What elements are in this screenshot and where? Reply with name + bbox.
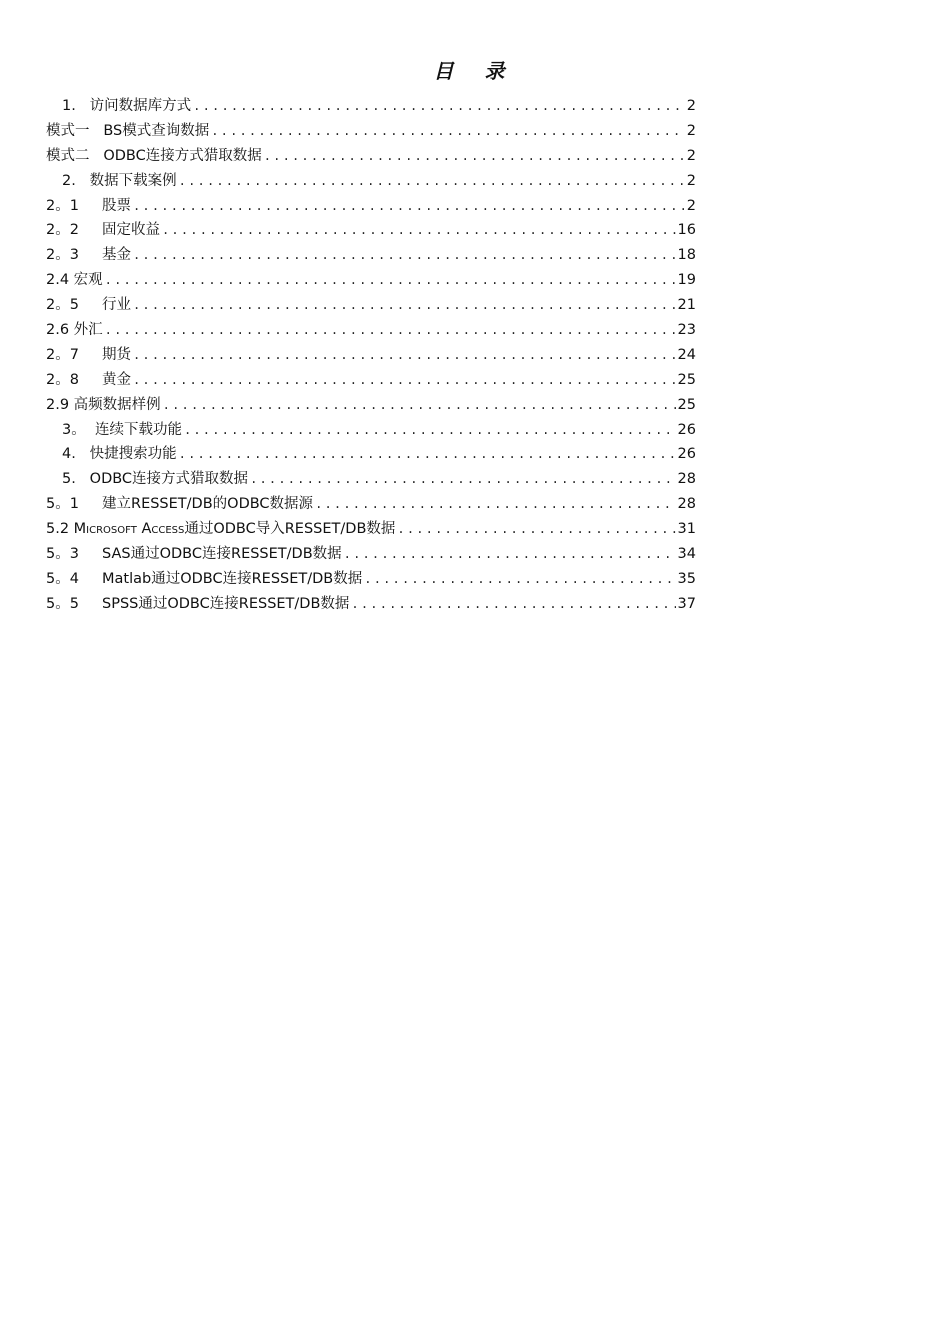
toc-entry[interactable] [46, 293, 696, 318]
toc-dot-leader [344, 542, 676, 567]
toc-entry-page-number: 2 [686, 122, 696, 139]
toc-entry-page-number: 24 [677, 346, 696, 363]
toc-entry[interactable] [46, 343, 696, 368]
toc-entry[interactable] [46, 144, 696, 169]
toc-entry[interactable] [46, 517, 696, 542]
toc-entry-page-number: 28 [677, 471, 696, 488]
toc-entry-label: 3。 连续下载功能 [62, 421, 182, 438]
toc-entry[interactable] [46, 467, 696, 492]
toc-entry[interactable] [46, 542, 696, 567]
toc-entry-label: 1. 访问数据库方式 [62, 98, 192, 114]
toc-entry-label: 2. 数据下载案例 [62, 172, 177, 189]
toc-dot-leader [211, 119, 685, 144]
toc-entry[interactable] [46, 94, 696, 119]
toc-entry-label: 2。8 黄金 [46, 371, 131, 388]
toc-dot-leader [133, 194, 685, 219]
toc-entry-page-number: 2 [686, 172, 696, 189]
toc-entry[interactable] [46, 243, 696, 268]
toc-entry-label: 5.2 Microsoft Access通过ODBC导入RESSET/DB数据 [46, 521, 396, 538]
toc-entry-page-number: 35 [677, 570, 696, 587]
toc-dot-leader [162, 218, 676, 243]
toc-entry-page-number: 25 [677, 396, 696, 413]
toc-dot-leader [105, 318, 676, 343]
toc-dot-leader [351, 592, 675, 617]
toc-entry-label: 2。1 股票 [46, 197, 131, 214]
toc-dot-leader [105, 268, 676, 293]
toc-entry[interactable] [46, 393, 696, 418]
toc-dot-leader [179, 442, 676, 467]
toc-entry-label: 5。1 建立RESSET/DB的ODBC数据源 [46, 496, 314, 513]
toc-entry-page-number: 23 [677, 322, 696, 339]
toc-entry-label: 2。5 行业 [46, 297, 131, 314]
toc-entry-label: 2。7 期货 [46, 346, 131, 363]
table-of-contents [46, 94, 696, 617]
toc-entry-label: 2.6 外汇 [46, 322, 103, 339]
toc-entry-page-number: 16 [677, 222, 696, 239]
toc-entry-page-number: 28 [677, 496, 696, 513]
toc-entry[interactable] [46, 318, 696, 343]
toc-dot-leader [397, 517, 675, 542]
toc-entry-page-number: 19 [677, 272, 696, 289]
toc-entry-page-number: 2 [686, 98, 696, 114]
toc-entry[interactable] [46, 268, 696, 293]
toc-dot-leader [364, 567, 675, 592]
toc-entry[interactable] [46, 368, 696, 393]
page-title: 目 录 [433, 59, 517, 83]
toc-entry-page-number: 18 [677, 247, 696, 264]
toc-entry[interactable] [46, 194, 696, 219]
toc-dot-leader [315, 492, 675, 517]
toc-dot-leader [133, 293, 676, 318]
toc-dot-leader [264, 144, 685, 169]
toc-entry[interactable] [46, 442, 696, 467]
toc-entry-label: 5。5 SPSS通过ODBC连接RESSET/DB数据 [46, 595, 350, 612]
toc-dot-leader [133, 343, 676, 368]
toc-entry-label: 5。3 SAS通过ODBC连接RESSET/DB数据 [46, 546, 342, 563]
toc-entry-label: 模式二 ODBC连接方式猎取数据 [46, 147, 262, 164]
toc-dot-leader [133, 243, 676, 268]
toc-entry[interactable] [46, 169, 696, 194]
toc-entry-label: 2.9 高频数据样例 [46, 396, 161, 413]
toc-entry[interactable] [46, 218, 696, 243]
toc-entry-label: 2。2 固定收益 [46, 222, 160, 239]
toc-dot-leader [250, 467, 675, 492]
toc-entry-page-number: 25 [677, 371, 696, 388]
toc-entry-page-number: 26 [677, 446, 696, 463]
toc-entry-page-number: 31 [677, 521, 696, 538]
toc-entry-page-number: 34 [677, 546, 696, 563]
toc-entry-label: 5. ODBC连接方式猎取数据 [62, 471, 249, 488]
toc-entry-page-number: 37 [677, 595, 696, 612]
toc-dot-leader [184, 418, 676, 443]
toc-entry-label: 模式一 BS模式查询数据 [46, 122, 210, 139]
toc-entry-label: 2。3 基金 [46, 247, 131, 264]
toc-dot-leader [163, 393, 676, 418]
toc-entry-label: 5。4 Matlab通过ODBC连接RESSET/DB数据 [46, 570, 363, 587]
toc-entry[interactable] [46, 492, 696, 517]
toc-dot-leader [133, 368, 676, 393]
toc-entry[interactable] [46, 119, 696, 144]
toc-entry-page-number: 26 [677, 421, 696, 438]
toc-entry[interactable] [46, 567, 696, 592]
toc-dot-leader [179, 169, 685, 194]
toc-entry-page-number: 21 [677, 297, 696, 314]
toc-entry-page-number: 2 [686, 147, 696, 164]
toc-dot-leader [193, 94, 685, 119]
toc-entry-label: 4. 快捷搜索功能 [62, 446, 177, 463]
toc-entry[interactable] [46, 418, 696, 443]
toc-entry[interactable] [46, 592, 696, 617]
toc-entry-page-number: 2 [686, 197, 696, 214]
toc-entry-label: 2.4 宏观 [46, 272, 103, 289]
